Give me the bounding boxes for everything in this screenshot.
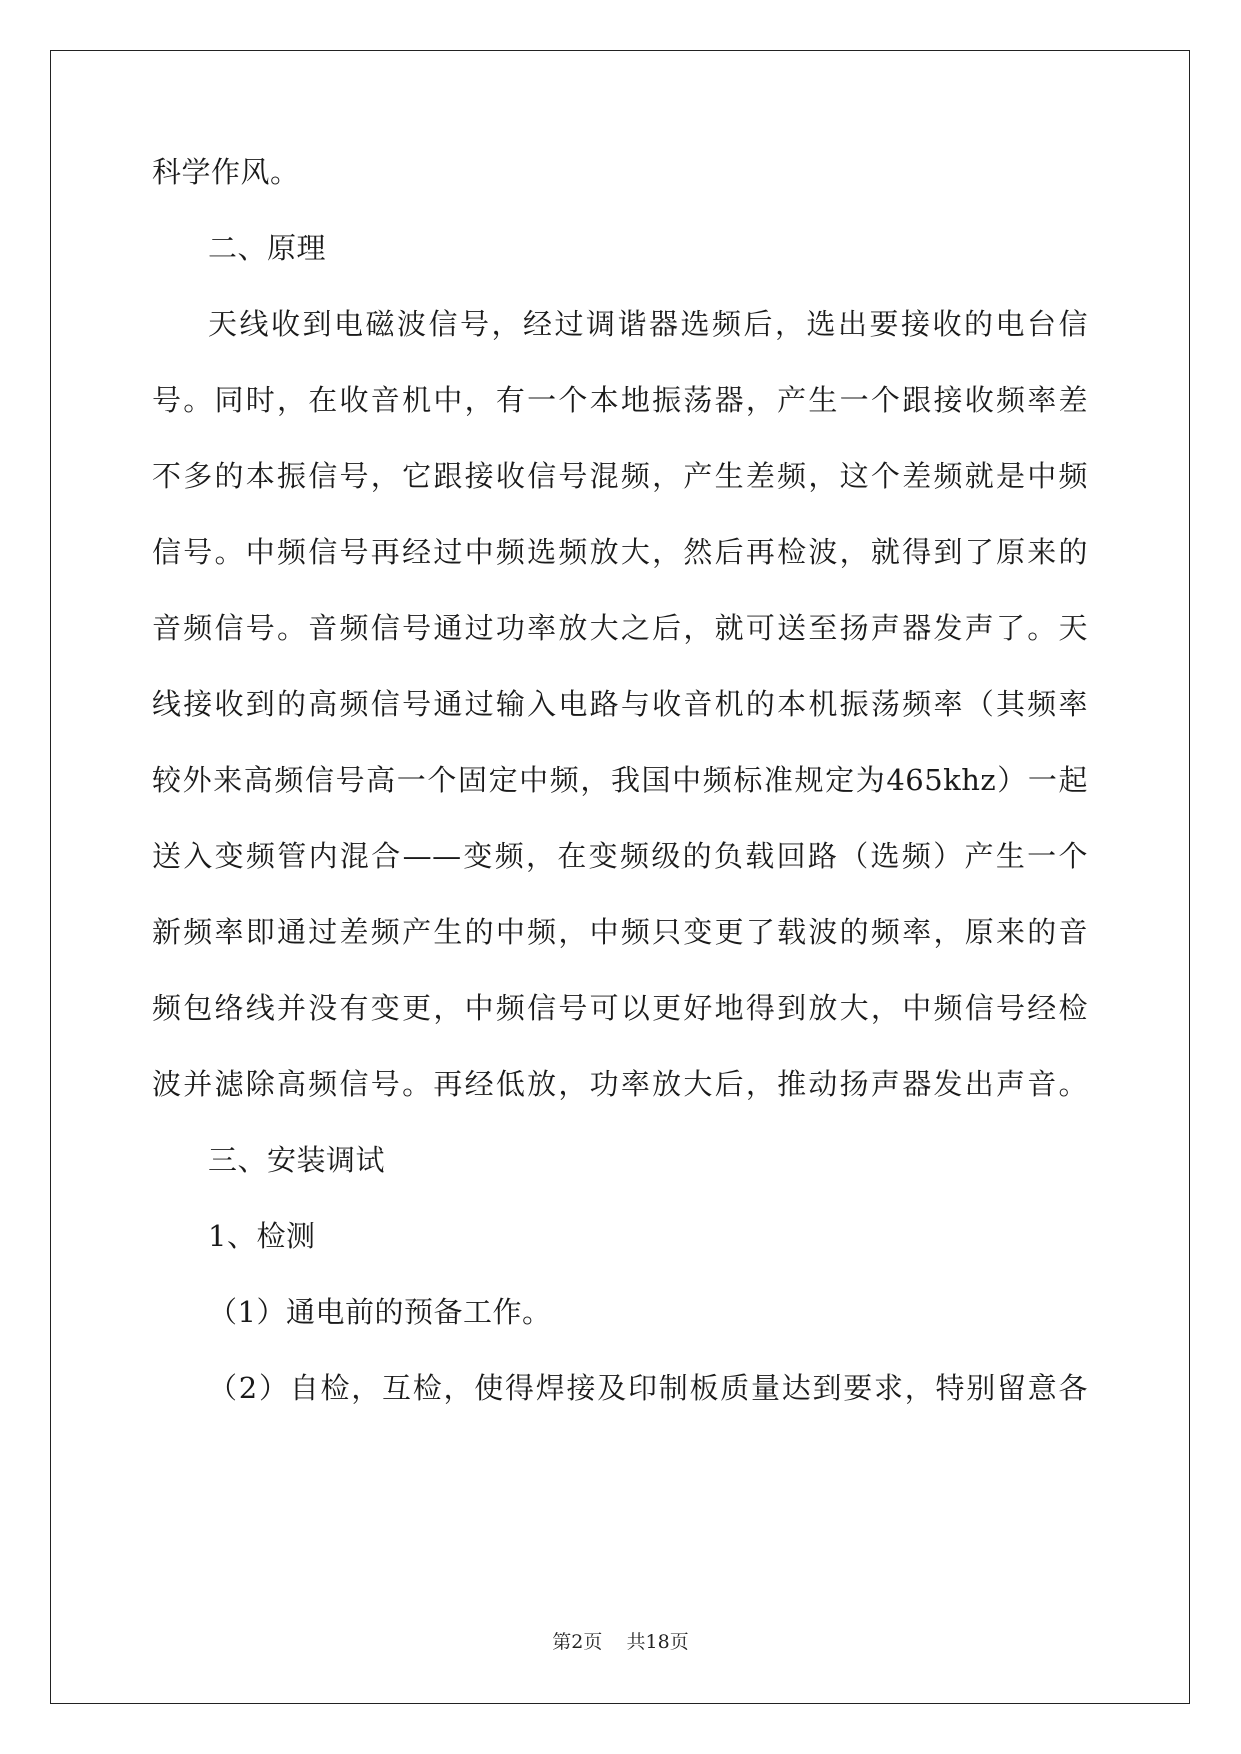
section-heading: 二、原理 <box>208 231 327 265</box>
text-line: 天线收到电磁波信号，经过调谐器选频后，选出要接收的电台信 <box>208 307 1088 341</box>
list-item: （2）自检，互检，使得焊接及印制板质量达到要求，特别留意各 <box>208 1371 1088 1405</box>
text-line: 送入变频管内混合——变频，在变频级的负载回路（选频）产生一个 <box>152 839 1088 873</box>
text-line: 较外来高频信号高一个固定中频，我国中频标准规定为465khz）一起 <box>152 763 1088 797</box>
page-border <box>50 50 1190 1704</box>
text-line: 音频信号。音频信号通过功率放大之后，就可送至扬声器发声了。天 <box>152 611 1088 645</box>
subsection-heading: 1、检测 <box>208 1219 316 1253</box>
text-line: 新频率即通过差频产生的中频，中频只变更了载波的频率，原来的音 <box>152 915 1088 949</box>
text-line: 波并滤除高频信号。再经低放，功率放大后，推动扬声器发出声音。 <box>152 1067 1088 1101</box>
page-number: 第2页 <box>552 1631 603 1653</box>
text-line: 不多的本振信号，它跟接收信号混频，产生差频，这个差频就是中频 <box>152 459 1088 493</box>
text-line: 频包络线并没有变更，中频信号可以更好地得到放大，中频信号经检 <box>152 991 1088 1025</box>
text-line: 信号。中频信号再经过中频选频放大，然后再检波，就得到了原来的 <box>152 535 1088 569</box>
text-line: 号。同时，在收音机中，有一个本地振荡器，产生一个跟接收频率差 <box>152 383 1088 417</box>
text-line: 线接收到的高频信号通过输入电路与收音机的本机振荡频率（其频率 <box>152 687 1088 721</box>
list-item: （1）通电前的预备工作。 <box>208 1295 552 1329</box>
section-heading: 三、安装调试 <box>208 1143 386 1177</box>
page-footer <box>0 1627 1241 1654</box>
text-line: 科学作风。 <box>152 155 300 189</box>
page-total: 共18页 <box>626 1631 689 1653</box>
